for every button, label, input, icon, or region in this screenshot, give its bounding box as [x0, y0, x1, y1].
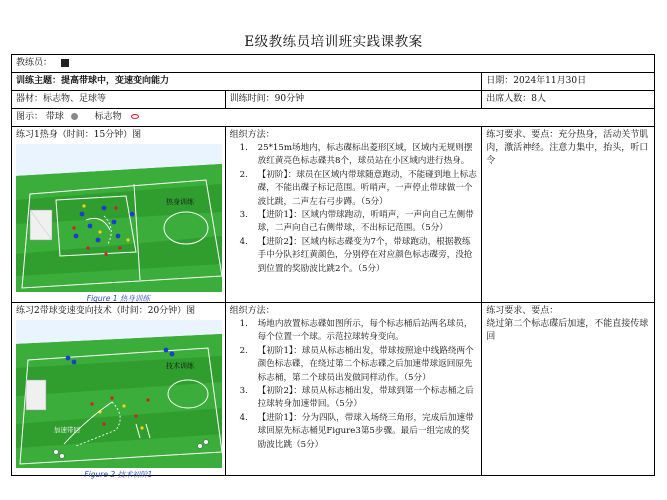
training-theme: 训练主题：提高带球中，变速变向能力 — [12, 73, 482, 90]
drill1-step: 4. 【进阶2】：区域内标志碟变为7个，带球跑动，根据教练手中分队衫红黄颜色，分别停在对应颜色标志碟旁，没抢到位置的奖励波比跳2个。（5分） — [239, 236, 473, 274]
drill1-requirements-cell — [482, 127, 655, 302]
drill1-step: 3. 【进阶1】：区域内带球跑动，听哨声，一声向自己左侧带球，二声向自己右侧带球，不出标记范围。（5分） — [239, 210, 474, 234]
lesson-date: 日期：2024年11月30日 — [482, 73, 655, 90]
drill1-method-cell — [226, 127, 483, 302]
ball-icon — [71, 113, 78, 120]
drill2-step: 4. 【进阶1】：分为四队，带球入场绕三角形，完成后加速带球回原先标志桶见Figure3第5步骤。最后一组完成的奖励波比跳（5分） — [239, 412, 474, 450]
drill2-steps — [230, 318, 478, 452]
drill1-step: 1. 25*15m场地内，标志碟标出菱形区域，区域内无规则摆放红黄亮色标志碟共8个，球员站在小区域内进行热身。 — [239, 143, 473, 167]
drill1-req-title: 练习要求、要点： — [486, 130, 559, 140]
drill2-step: 2. 【初阶1】：球员从标志桶出发，带球按照途中线路绕两个颜色标志碟，在绕过第二个标志碟之后加速带球返回原先标志桶，第二个球员出发做同样动作。（5分） — [239, 345, 474, 383]
drill2-figure-caption: Figure 2 技术初阶1 — [84, 470, 153, 479]
equipment: 器材：标志物、足球等 — [12, 91, 226, 108]
drill1-figure-label: 热身训练 — [166, 198, 194, 206]
drill1-title: 练习1热身（时间：15分钟）图 — [16, 130, 142, 140]
drill2-figure-cell — [12, 303, 226, 479]
drill2-step: 3. 【初阶2】：球员从标志桶出发，带球到第一个标志桶之后拉球转身加速带回。（5分） — [239, 386, 474, 410]
drill1-figure-caption: Figure 1 热身训练 — [86, 294, 150, 303]
drill2-requirements-cell — [482, 303, 655, 475]
drill1-pitch-diagram — [16, 144, 222, 292]
drill2-pitch-diagram — [16, 320, 222, 468]
info-row — [12, 91, 655, 109]
legend-marker-label: 标志物 — [94, 112, 122, 122]
drill1-step: 2. 【初阶】：球员在区域内带球随意跑动，不能碰到地上标志碟，不能出碟子标记范围。听哨声，一声停止带球做一个波比跳，二声左右弓步蹲。（5分） — [239, 169, 477, 207]
drill2-title: 练习2带球变速变向技术（时间：20分钟）图 — [16, 306, 196, 316]
drill2-req-text: 绕过第二个标志碟后加速，不能直接传球回 — [486, 319, 649, 342]
drill1-req-text: 充分热身，活动关节肌肉，激活神经。注意力集中，抬头，听口令 — [486, 130, 649, 166]
drill2-method-cell — [226, 303, 483, 475]
theme-row — [12, 73, 655, 91]
drill2-step: 1. 场地内放置标志碟如图所示，每个标志桶后站两名球员，每个位置一个球。示范拉球转身变向。 — [239, 319, 473, 343]
training-duration: 训练时间：90分钟 — [226, 91, 483, 108]
drill2-method-title: 组织方法： — [229, 306, 275, 316]
legend-row — [12, 109, 655, 127]
drill2-req-title: 练习要求、要点： — [486, 306, 559, 316]
marker-icon — [131, 114, 139, 119]
redacted-name-block — [61, 59, 69, 67]
drill1-steps — [230, 142, 478, 276]
legend-label: 图示： — [16, 112, 44, 122]
drill2-figure-label: 技术训练 — [166, 362, 194, 370]
coach-label: 教练员： — [16, 58, 53, 68]
drill1-row — [12, 127, 655, 303]
coach-row — [12, 55, 655, 73]
drill1-method-title: 组织方法： — [229, 130, 275, 140]
drill2-row — [12, 303, 655, 479]
drill2-figure-note: 加速带回 — [54, 426, 80, 434]
legend-ball-label: 带球 — [45, 112, 64, 122]
drill1-figure-cell — [12, 127, 226, 302]
attendance: 出席人数：8人 — [482, 91, 655, 108]
lesson-plan-table — [11, 54, 655, 479]
page-title: E级教练员培训班实践课教案 — [244, 34, 423, 50]
